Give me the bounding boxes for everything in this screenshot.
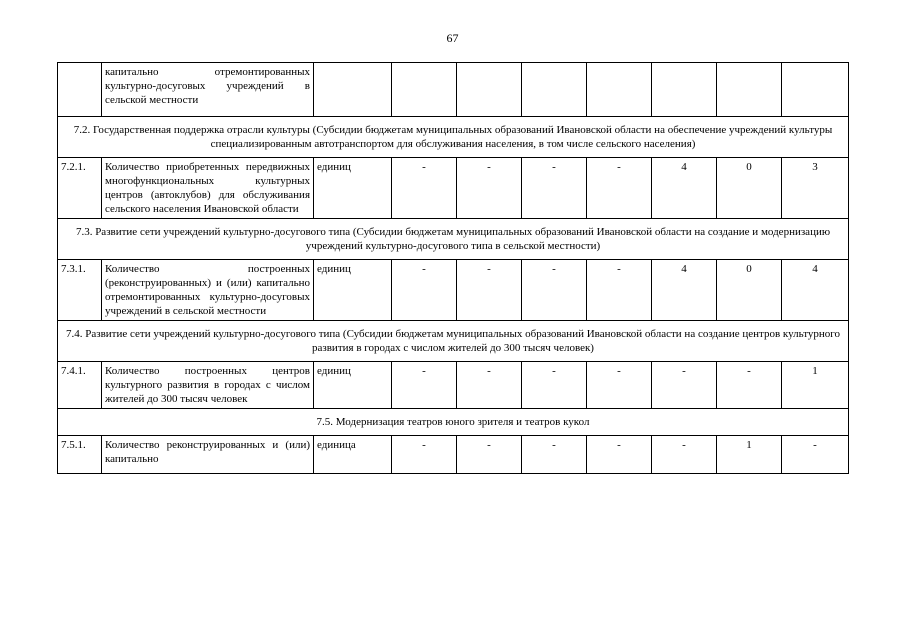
section-heading: 7.2. Государственная поддержка отрасли культуры (Субсидии бюджетам муниципальных образований Ивановской области на обеспечение учреждений культуры специализированным автотранспортом для обслуживания населения, в том числе сельского населения)	[58, 117, 849, 158]
value-cell	[522, 63, 587, 117]
value-cell: -	[587, 362, 652, 409]
value-cell: 1	[782, 362, 849, 409]
section-row	[58, 117, 849, 158]
value-cell	[392, 63, 457, 117]
unit-cell	[314, 63, 392, 117]
table-row	[58, 436, 849, 474]
unit-cell: единиц	[314, 158, 392, 219]
unit-cell: единица	[314, 436, 392, 474]
value-cell: -	[457, 260, 522, 321]
row-number: 7.5.1.	[58, 436, 102, 474]
value-cell: -	[587, 158, 652, 219]
section-heading: 7.5. Модернизация театров юного зрителя и театров кукол	[58, 409, 849, 436]
unit-cell: единиц	[314, 260, 392, 321]
indicator-description: Количество приобретенных передвижных многофункциональных культурных центров (автоклубов) для обслуживания сельского населения Ивановской области	[102, 158, 314, 219]
value-cell: -	[652, 362, 717, 409]
value-cell: -	[457, 362, 522, 409]
section-heading: 7.4. Развитие сети учреждений культурно-досугового типа (Субсидии бюджетам муниципальных образований Ивановской области на создание центров культурного развития в городах с числом жителей до 300 тысяч человек)	[58, 321, 849, 362]
row-number	[58, 63, 102, 117]
indicator-description: Количество построенных (реконструированных) и (или) капитально отремонтированных культурно-досуговых учреждений в сельской местности	[102, 260, 314, 321]
section-heading: 7.3. Развитие сети учреждений культурно-досугового типа (Субсидии бюджетам муниципальных образований Ивановской области на создание и модернизацию учреждений культурно-досугового типа в сельской местности)	[58, 219, 849, 260]
value-cell: -	[392, 436, 457, 474]
value-cell: 1	[717, 436, 782, 474]
unit-cell: единиц	[314, 362, 392, 409]
value-cell: -	[587, 260, 652, 321]
value-cell: -	[392, 362, 457, 409]
value-cell	[782, 63, 849, 117]
value-cell: -	[392, 158, 457, 219]
section-row	[58, 321, 849, 362]
value-cell: -	[522, 158, 587, 219]
section-row	[58, 219, 849, 260]
value-cell: 3	[782, 158, 849, 219]
page-number: 67	[446, 31, 459, 45]
value-cell: 0	[717, 260, 782, 321]
value-cell: -	[652, 436, 717, 474]
value-cell	[652, 63, 717, 117]
value-cell	[587, 63, 652, 117]
value-cell: -	[782, 436, 849, 474]
row-number: 7.2.1.	[58, 158, 102, 219]
indicators-table	[57, 62, 849, 474]
table-row	[58, 63, 849, 117]
value-cell: -	[522, 362, 587, 409]
table-row	[58, 158, 849, 219]
value-cell	[457, 63, 522, 117]
row-number: 7.4.1.	[58, 362, 102, 409]
value-cell	[717, 63, 782, 117]
value-cell: 0	[717, 158, 782, 219]
indicator-description: капитально отремонтированных культурно-досуговых учреждений в сельской местности	[102, 63, 314, 117]
row-number: 7.3.1.	[58, 260, 102, 321]
value-cell: 4	[782, 260, 849, 321]
value-cell: -	[717, 362, 782, 409]
table-row	[58, 362, 849, 409]
value-cell: -	[457, 436, 522, 474]
value-cell: -	[522, 260, 587, 321]
indicator-description: Количество реконструированных и (или) капитально	[102, 436, 314, 474]
value-cell: -	[587, 436, 652, 474]
indicator-description: Количество построенных центров культурного развития в городах с числом жителей до 300 тысяч человек	[102, 362, 314, 409]
value-cell: -	[457, 158, 522, 219]
value-cell: -	[392, 260, 457, 321]
value-cell: 4	[652, 260, 717, 321]
value-cell: -	[522, 436, 587, 474]
section-row	[58, 409, 849, 436]
value-cell: 4	[652, 158, 717, 219]
table-row	[58, 260, 849, 321]
